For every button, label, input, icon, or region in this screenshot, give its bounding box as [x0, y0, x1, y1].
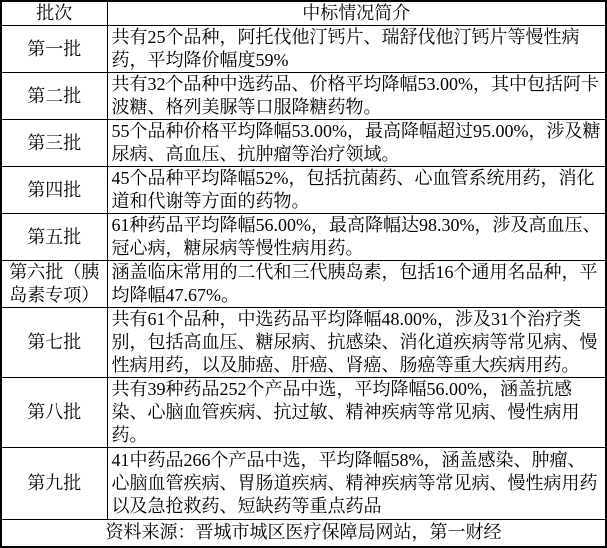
column-header-batch: 批次 [1, 1, 107, 26]
summary-cell: 共有32个品种中选药品、价格平均降幅53.00%，其中包括阿卡波糖、格列美脲等口服降糖药物。 [107, 73, 606, 120]
batch-cell: 第四批 [1, 167, 107, 214]
table-row [1, 214, 606, 261]
summary-cell: 55个品种价格平均降幅53.00%，最高降幅超过95.00%，涉及糖尿病、高血压、抗肿瘤等治疗领域。 [107, 120, 606, 167]
column-header-summary: 中标情况简介 [107, 1, 606, 26]
table-row [1, 308, 606, 378]
summary-cell: 41中药品266个产品中选，平均降幅58%，涵盖感染、肿瘤、心脑血管疾病、胃肠道疾病、精神疾病等常见病、慢性病用药以及急抢救药、短缺药等重点药品 [107, 448, 606, 520]
batch-cell: 第八批 [1, 378, 107, 448]
summary-cell: 共有61个品种，中选药品平均降幅48.00%，涉及31个治疗类别，包括高血压、糖尿病、抗感染、消化道疾病等常见病、慢性病用药，以及肺癌、肝癌、肾癌、肠癌等重大疾病用药。 [107, 308, 606, 378]
table-row [1, 120, 606, 167]
table-row [1, 73, 606, 120]
table-row [1, 378, 606, 448]
batch-cell: 第二批 [1, 73, 107, 120]
batch-cell: 第七批 [1, 308, 107, 378]
batch-cell: 第一批 [1, 26, 107, 73]
source-row [1, 520, 606, 547]
table-row [1, 26, 606, 73]
batch-cell: 第六批（胰岛素专项） [1, 261, 107, 308]
summary-cell: 共有39种药品252个产品中选，平均降幅56.00%，涵盖抗感染、心脑血管疾病、抗过敏、精神疾病等常见病、慢性病用药。 [107, 378, 606, 448]
summary-cell: 45个品种平均降幅52%，包括抗菌药、心血管系统用药，消化道和代谢等方面的药物。 [107, 167, 606, 214]
table-row [1, 261, 606, 308]
batch-cell: 第九批 [1, 448, 107, 520]
header-row [1, 1, 606, 26]
table-row [1, 167, 606, 214]
batch-cell: 第三批 [1, 120, 107, 167]
batch-cell: 第五批 [1, 214, 107, 261]
source-note: 资料来源：晋城市城区医疗保障局网站，第一财经 [1, 520, 606, 547]
summary-cell: 共有25个品种，阿托伐他汀钙片、瑞舒伐他汀钙片等慢性病药，平均降价幅度59% [107, 26, 606, 73]
summary-cell: 61种药品平均降幅56.00%，最高降幅达98.30%，涉及高血压、冠心病，糖尿病等慢性病用药。 [107, 214, 606, 261]
table-row [1, 448, 606, 520]
summary-cell: 涵盖临床常用的二代和三代胰岛素，包括16个通用名品种，平均降幅47.67%。 [107, 261, 606, 308]
